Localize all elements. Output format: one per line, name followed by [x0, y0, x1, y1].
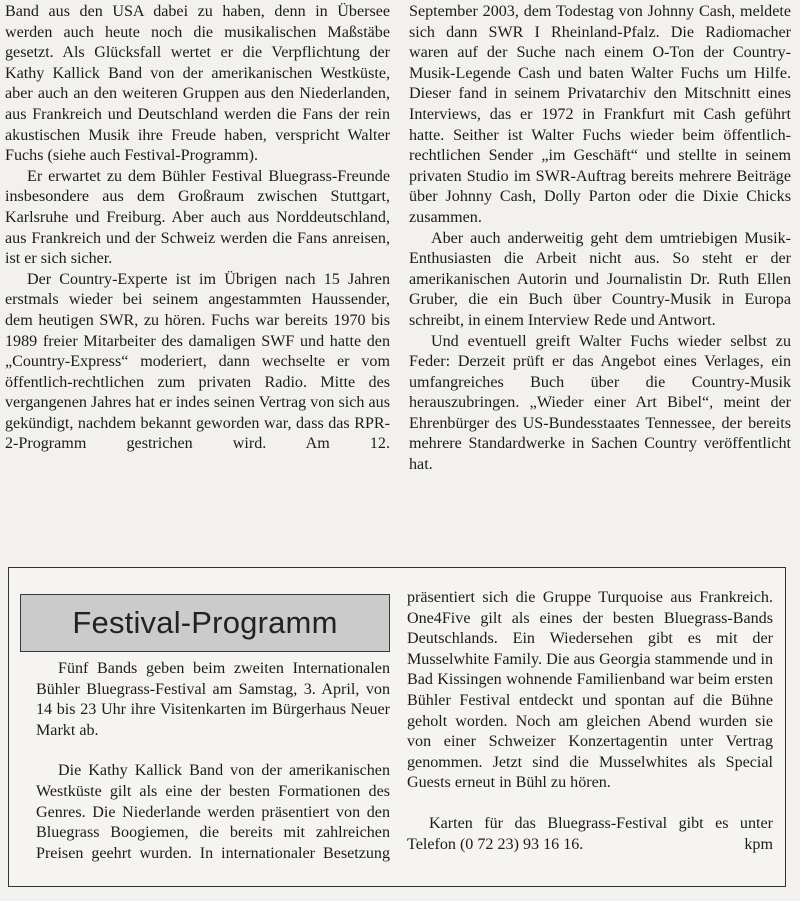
paragraph-gap [36, 741, 390, 761]
article-paragraph: Band aus den USA dabei zu haben, denn in Übersee werden auch heute noch die musikalischen Maßstäbe gesetzt. Als Glücksfall wertet er die Verpflichtung der Kathy Kallick Band von der amerikanischen Westküste, aber auch an den weiteren Gruppen aus den Niederlanden, aus Frankreich und Deutschland werden die Fans der rein akustischen Musik ihre Freude haben, verspricht Walter Fuchs (siehe auch Festival-Programm). [5, 3, 390, 165]
article-paragraph: Aber auch anderweitig geht dem umtriebigen Musik-Enthusiasten die Arbeit nicht aus. So steht er der amerikanischen Autorin und Journalistin Dr. Ruth Ellen Gruber, die ein Buch über Country-Musik in Europa schreibt, in einem Interview Rede und Antwort. [409, 229, 791, 329]
paragraph-gap [407, 794, 773, 814]
festival-program-column-right [407, 588, 773, 855]
program-paragraph: Fünf Bands geben beim zweiten Internationalen Bühler Bluegrass-Festival am Samstag, 3. April, von 14 bis 23 Uhr ihre Visitenkarten im Bürgerhaus Neuer Markt ab. [36, 660, 390, 739]
article-paragraph: Der Country-Experte ist im Übrigen nach 15 Jahren erstmals wieder bei seinem angestammten Haussender, dem heutigen SWR, zu hören. Fuchs war bereits 1970 bis 1989 freier Mitarbeiter des damaligen SWF und hatte den „Country-Express“ moderiert, dann wechselte er vom öffentlich-rechtlichen zum privaten Radio. Mitte des vergangenen Jahres hat er indes seinen Vertrag von sich aus gekündigt, nachdem bekannt geworden war, dass das RPR-2-Programm gestrichen wird. Am 12. [5, 270, 390, 453]
article-column-right [409, 2, 791, 476]
program-paragraph [407, 814, 773, 855]
article-column-left [5, 2, 390, 455]
festival-program-title: Festival-Programm [72, 605, 338, 640]
article-paragraph: Und eventuell greift Walter Fuchs wieder selbst zu Feder: Derzeit prüft er das Angebot eines Verlages, ein umfangreiches Buch über die Country-Musik herauszubringen. „Wieder einer Art Bibel“, meint der Ehrenbürger des US-Bundesstaates Tennessee, der bereits mehrere Standardwerke in Sachen Country veröffentlicht hat. [409, 332, 791, 474]
article-paragraph: Er erwartet zu dem Bühler Festival Bluegrass-Freunde insbesondere aus dem Großraum zwischen Stuttgart, Karlsruhe und Freiburg. Aber auch aus Norddeutschland, aus Frankreich und der Schweiz werden die Fans anreisen, ist er sich sicher. [5, 167, 390, 268]
program-paragraph: Die Kathy Kallick Band von der amerikanischen Westküste gilt als eine der besten Formationen des Genres. Die Niederlande werden präsentiert von den Bluegrass Boogiemen, die bereits mit zahlreichen Preisen geehrt wurden. In internationaler Besetzung [36, 762, 390, 862]
article-paragraph: September 2003, dem Todestag von Johnny Cash, meldete sich dann SWR I Rheinland-Pfalz. Die Radiomacher waren auf der Suche nach einem O-Ton der Country-Musik-Legende Cash und baten Walter Fuchs um Hilfe. Dieser fand in seinem Privatarchiv den Mitschnitt eines Interviews, das er 1972 in Frankfurt mit Cash geführt hatte. Seither ist Walter Fuchs wieder beim öffentlich-rechtlichen Sender „im Geschäft“ und stellte in seinem privaten Studio im SWR-Auftrag bereits mehrere Beiträge über Johnny Cash, Dolly Parton oder die Dixie Chicks zusammen. [409, 3, 791, 226]
festival-program-column-left [36, 659, 390, 864]
author-signature: kpm [744, 835, 773, 853]
festival-program-banner [20, 594, 390, 652]
program-paragraph: präsentiert sich die Gruppe Turquoise aus Frankreich. One4Five gilt als eines der besten Bluegrass-Bands Deutschlands. Ein Wiedersehen gibt es mit der Musselwhite Family. Die aus Georgia stammende und in Bad Kissingen wohnende Familienband war beim ersten Bühler Festival entdeckt und spontan auf die Bühne geholt worden. Noch am gleichen Abend wurden sie von einer Schweizer Konzertagentin unter Vertrag genommen. Jetzt sind die Musselwhites als Special Guests erneut in Bühl zu hören. [407, 589, 773, 792]
ticket-info: Karten für das Bluegrass-Festival gibt es unter Telefon (0 72 23) 93 16 16. [407, 814, 773, 853]
